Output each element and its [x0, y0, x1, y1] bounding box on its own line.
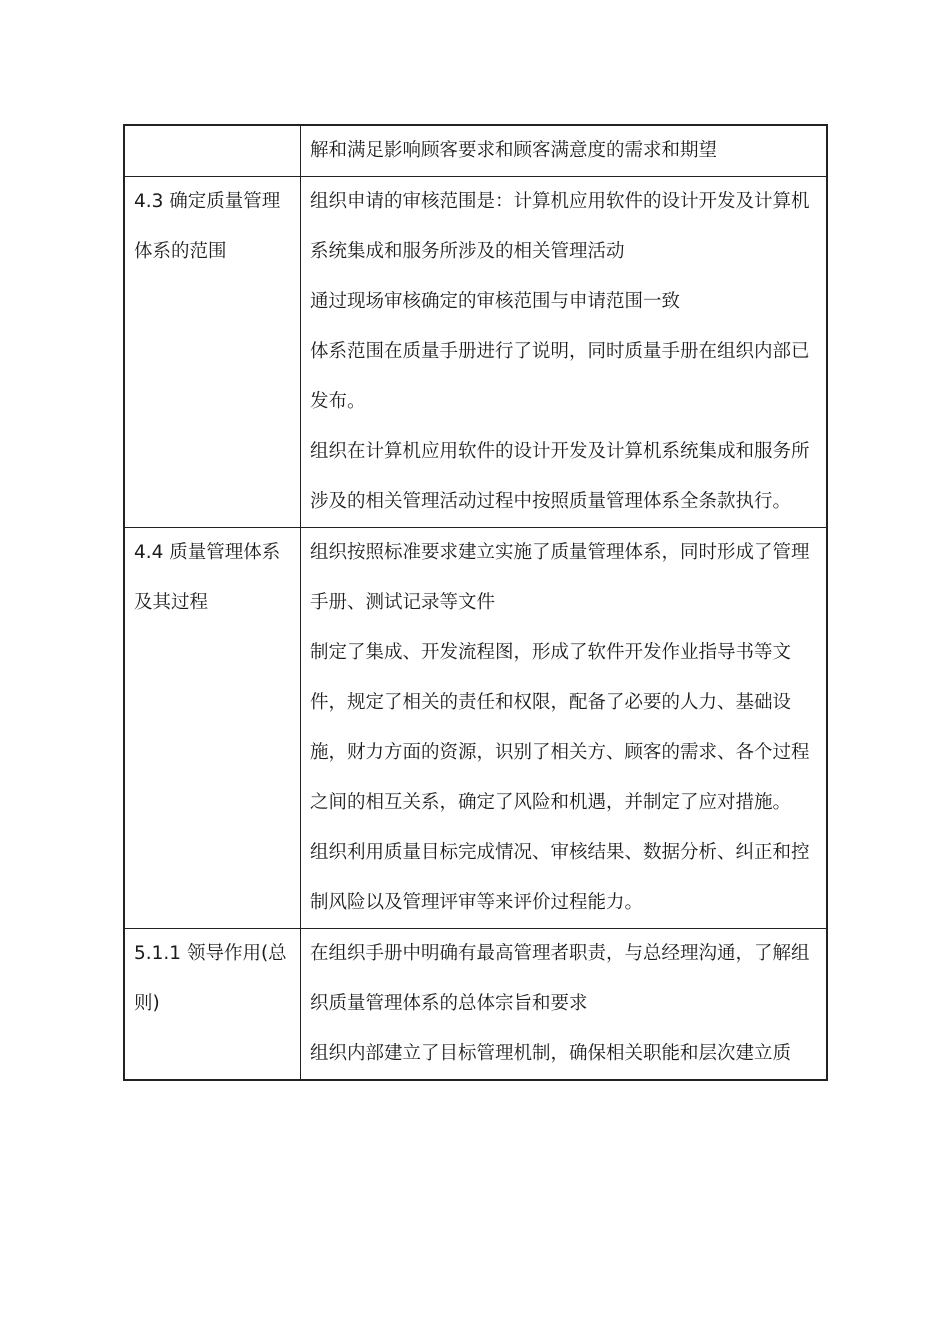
- table-row: [124, 929, 827, 1081]
- audit-findings-table: [123, 124, 828, 1081]
- findings-cell: [301, 929, 828, 1081]
- table-row: [124, 528, 827, 929]
- finding-paragraph: 体系范围在质量手册进行了说明，同时质量手册在组织内部已发布。: [310, 341, 810, 412]
- finding-paragraph: 组织按照标准要求建立实施了质量管理体系，同时形成了管理手册、测试记录等文件: [310, 542, 810, 613]
- findings-cell: [301, 528, 828, 929]
- clause-cell: 4.3 确定质量管理体系的范围: [124, 177, 301, 528]
- finding-paragraph: 通过现场审核确定的审核范围与申请范围一致: [310, 291, 681, 312]
- finding-paragraph: 组织内部建立了目标管理机制，确保相关职能和层次建立质: [310, 1043, 792, 1064]
- finding-paragraph: 组织利用质量目标完成情况、审核结果、数据分析、纠正和控制风险以及管理评审等来评价过程能力。: [310, 842, 810, 913]
- finding-paragraph: 在组织手册中明确有最高管理者职责，与总经理沟通，了解组织质量管理体系的总体宗旨和要求: [310, 943, 810, 1014]
- clause-cell: 5.1.1 领导作用(总则): [124, 929, 301, 1081]
- finding-paragraph: 组织申请的审核范围是：计算机应用软件的设计开发及计算机系统集成和服务所涉及的相关管理活动: [310, 191, 810, 262]
- finding-paragraph: 组织在计算机应用软件的设计开发及计算机系统集成和服务所涉及的相关管理活动过程中按照质量管理体系全条款执行。: [310, 441, 810, 512]
- finding-paragraph: 制定了集成、开发流程图，形成了软件开发作业指导书等文件，规定了相关的责任和权限，配备了必要的人力、基础设施，财力方面的资源，识别了相关方、顾客的需求、各个过程之间的相互关系，确定了风险和机遇，并制定了应对措施。: [310, 642, 810, 813]
- table-row: [124, 177, 827, 528]
- clause-cell: 4.4 质量管理体系及其过程: [124, 528, 301, 929]
- finding-paragraph: 解和满足影响顾客要求和顾客满意度的需求和期望: [310, 140, 718, 161]
- table-row: [124, 125, 827, 177]
- clause-cell: [124, 125, 301, 177]
- findings-cell: [301, 177, 828, 528]
- findings-cell: [301, 125, 828, 177]
